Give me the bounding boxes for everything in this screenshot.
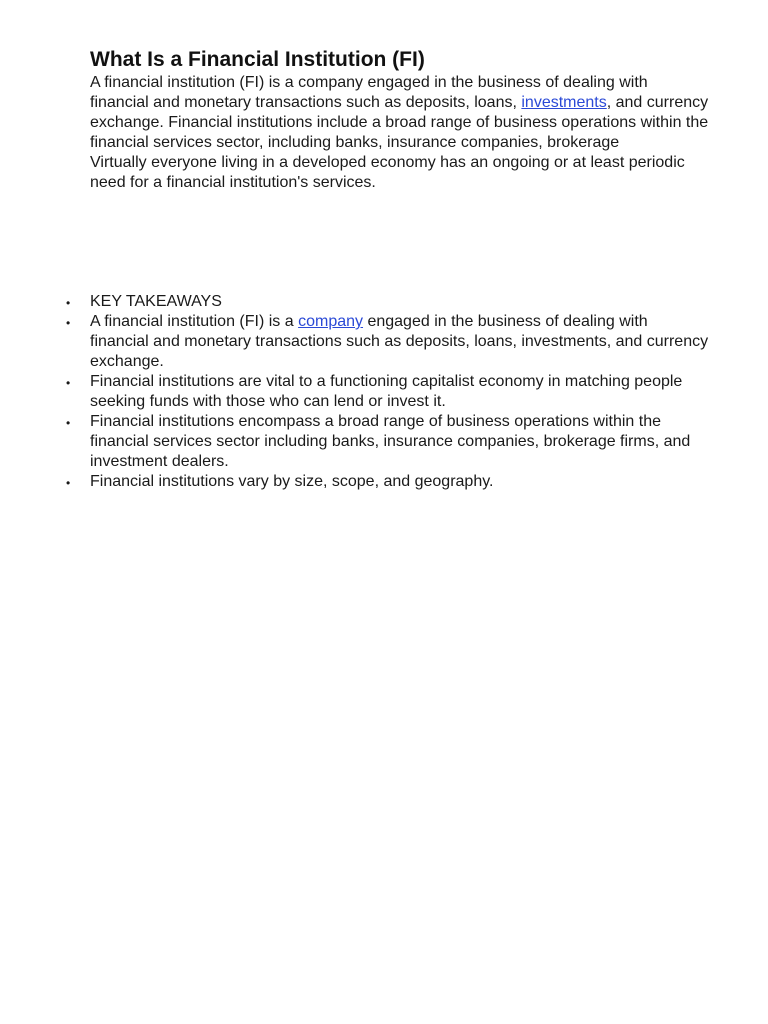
list-item: [0, 372, 710, 412]
list-item-text-before-link: A financial institution (FI) is a: [90, 313, 299, 330]
bullet-icon: •: [66, 476, 71, 490]
bullet-icon: •: [66, 416, 71, 430]
bullet-icon: •: [66, 296, 71, 310]
list-item-text-after-link: engaged in the business of dealing with financial and monetary transactions such as deposits, loans, investments, and currency exchange.: [90, 313, 709, 370]
company-link[interactable]: company: [298, 313, 364, 330]
intro-paragraph: [90, 73, 710, 153]
list-item: [0, 292, 710, 312]
list-item: [0, 412, 710, 472]
bullet-icon: •: [66, 376, 71, 390]
intro-text-before-link: A financial institution (FI) is a company engaged in the business of dealing with financial and monetary transactions such as deposits, loans,: [90, 74, 648, 111]
bullet-icon: •: [66, 316, 71, 330]
intro-paragraph-2: Virtually everyone living in a developed economy has an ongoing or at least periodic need for a financial institution's services.: [90, 154, 685, 191]
list-item-text: Financial institutions vary by size, scope, and geography.: [90, 473, 494, 490]
investments-link[interactable]: investments: [521, 94, 607, 111]
page-title: What Is a Financial Institution (FI): [90, 48, 425, 71]
intro-text-after-link: , and currency exchange. Financial institutions include a broad range of business operations within the financial services sector, including banks, insurance companies, brokerage: [90, 94, 709, 151]
list-item-text: KEY TAKEAWAYS: [90, 293, 222, 310]
key-takeaways-list: [0, 292, 768, 492]
list-item-text: Financial institutions are vital to a functioning capitalist economy in matching people seeking funds with those who can lend or invest it.: [90, 373, 683, 410]
list-item: [0, 472, 710, 492]
intro-section: [90, 73, 710, 193]
list-item-text: Financial institutions encompass a broad range of business operations within the financial services sector including banks, insurance companies, brokerage firms, and investment dealers.: [90, 413, 691, 470]
list-item: [0, 312, 710, 372]
